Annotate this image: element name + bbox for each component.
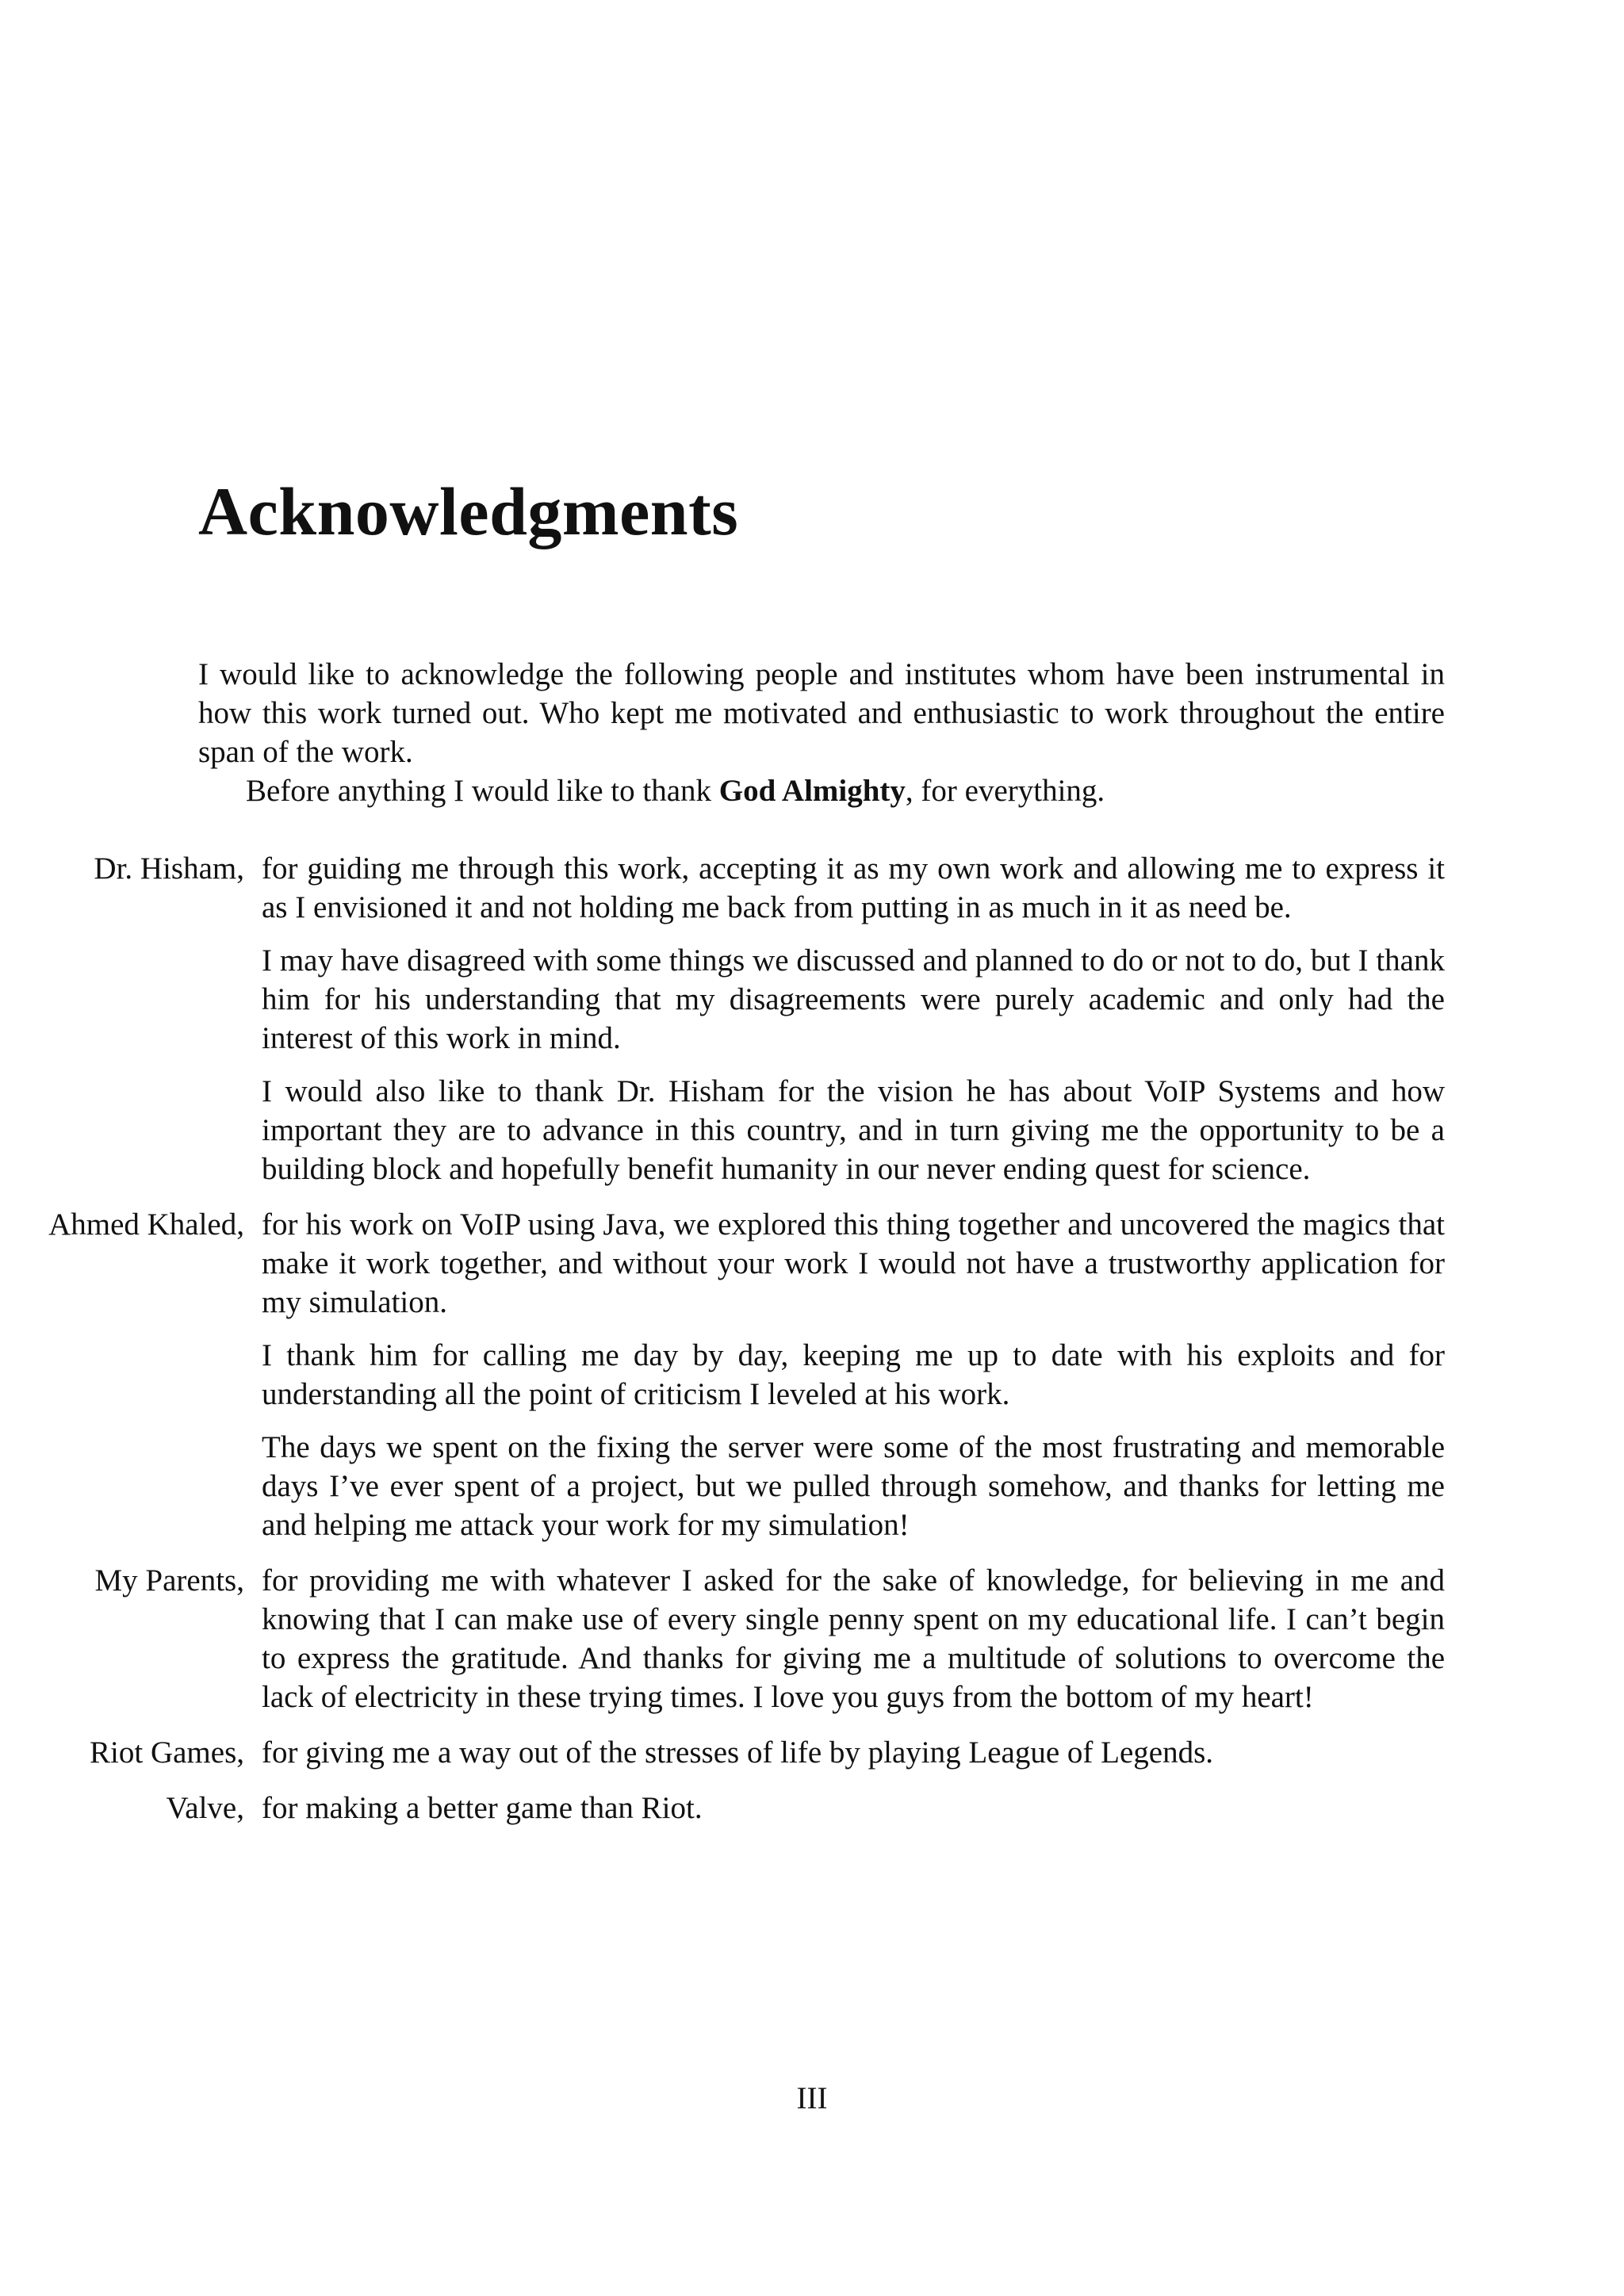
ack-item-my-parents	[0, 1561, 1445, 1716]
ack-paragraph: I may have disagreed with some things we discussed and planned to do or not to do, but I thank him for his understanding that my disagreements were purely academic and only had the interest of this work in mind.	[262, 943, 1445, 1055]
thanks-text-after: , for everything.	[905, 774, 1105, 808]
ack-item-dr-hisham	[0, 849, 1445, 1188]
intro-paragraph: I would like to acknowledge the following people and institutes whom have been instrumental in how this work turned out. Who kept me motivated and enthusiastic to work throughout the entire span of the work.	[198, 657, 1445, 769]
thanks-bold-text: God Almighty	[718, 774, 906, 808]
ack-name: My Parents,	[94, 1563, 244, 1598]
ack-description	[262, 1733, 1445, 1772]
ack-paragraph: for making a better game than Riot.	[262, 1791, 703, 1825]
ack-item-valve	[0, 1789, 1445, 1827]
ack-paragraph: I would also like to thank Dr. Hisham for the vision he has about VoIP Systems and how important they are to advance in this country, and in turn giving me the opportunity to be a building block and hopefully benefit humanity in our never ending quest for science.	[262, 1074, 1445, 1186]
ack-paragraph: for his work on VoIP using Java, we explored this thing together and uncovered the magics that make it work together, and without your work I would not have a trustworthy application for my simulation.	[262, 1207, 1445, 1319]
ack-description	[262, 849, 1445, 1188]
ack-name: Dr. Hisham,	[94, 851, 244, 886]
ack-paragraph: The days we spent on the fixing the server were some of the most frustrating and memorable days I’ve ever spent of a project, but we pulled through somehow, and thanks for letting me and helping me attack your work for my simulation!	[262, 1430, 1445, 1542]
ack-description	[262, 1205, 1445, 1544]
ack-item-ahmed-khaled	[0, 1205, 1445, 1544]
ack-name: Ahmed Khaled,	[48, 1207, 244, 1242]
ack-description	[262, 1561, 1445, 1716]
ack-paragraph: I thank him for calling me day by day, keeping me up to date with his exploits and for understanding all the point of criticism I leveled at his work.	[262, 1338, 1445, 1411]
thanks-text-before: Before anything I would like to thank	[246, 774, 719, 808]
acknowledgments-list	[0, 849, 1445, 1844]
page-number: III	[796, 2081, 828, 2115]
ack-paragraph: for guiding me through this work, accepting it as my own work and allowing me to express it as I envisioned it and not holding me back from putting in as much in it as need be.	[262, 851, 1445, 924]
intro-section	[198, 655, 1445, 810]
ack-name: Riot Games,	[90, 1735, 244, 1770]
thanks-paragraph	[198, 771, 1445, 810]
ack-description	[262, 1789, 1445, 1827]
ack-paragraph: for providing me with whatever I asked for the sake of knowledge, for believing in me and knowing that I can make use of every single penny spent on my educational life. I can’t begin to express the gratitude. And thanks for giving me a multitude of solutions to overcome the lack of electricity in these trying times. I love you guys from the bottom of my heart!	[262, 1563, 1445, 1714]
ack-paragraph: for giving me a way out of the stresses of life by playing League of Legends.	[262, 1735, 1213, 1770]
ack-item-riot-games	[0, 1733, 1445, 1772]
page-title: Acknowledgments	[198, 473, 739, 549]
ack-name: Valve,	[166, 1791, 244, 1825]
